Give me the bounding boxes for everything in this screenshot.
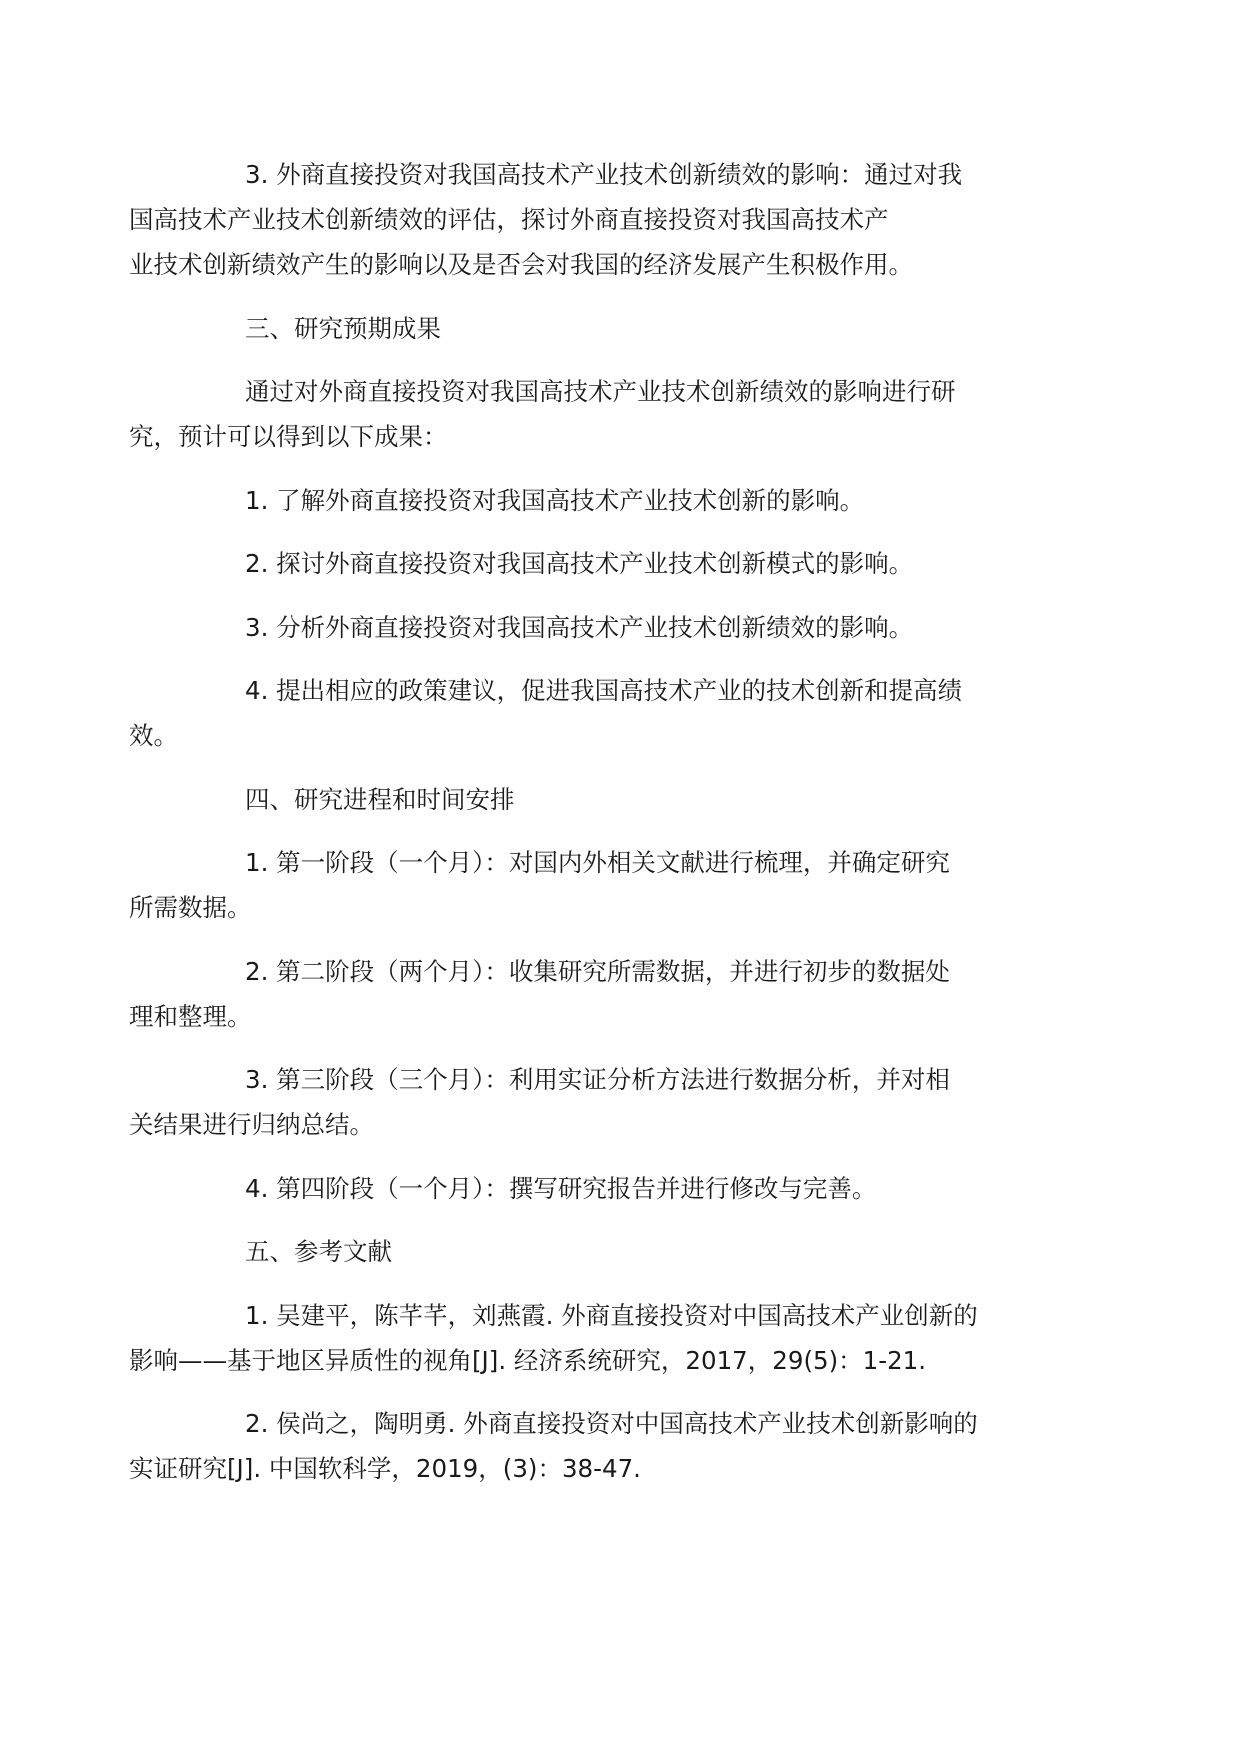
text-line: 2. 第二阶段（两个月）：收集研究所需数据，并进行初步的数据处 [245, 956, 950, 986]
text-line: 影响——基于地区异质性的视角[J]. 经济系统研究，2017，29(5)：1-21. [129, 1345, 927, 1375]
text-line: 3. 第三阶段（三个月）：利用实证分析方法进行数据分析，并对相 [245, 1065, 950, 1094]
heading-text: 四、研究进程和时间安排 [245, 784, 515, 814]
heading-text: 五、参考文献 [245, 1237, 392, 1266]
paragraph-item-3-innovation-performance [129, 152, 1067, 287]
text-line: 关结果进行归纳总结。 [129, 1110, 374, 1139]
reference-item-2 [129, 1401, 1067, 1491]
section-heading-expected-results [187, 306, 1067, 351]
list-item-result-3 [187, 605, 1067, 650]
document-page [129, 152, 1067, 1510]
text-line: 3. 外商直接投资对我国高技术产业技术创新绩效的影响：通过对我 [245, 160, 963, 189]
text-line: 实证研究[J]. 中国软科学，2019，(3)：38-47. [129, 1454, 641, 1483]
text-line: 1. 第一阶段（一个月）：对国内外相关文献进行梳理，并确定研究 [245, 848, 950, 877]
section-heading-references [187, 1229, 1067, 1274]
text-line: 2. 探讨外商直接投资对我国高技术产业技术创新模式的影响。 [245, 549, 914, 578]
paragraph-results-intro [129, 369, 1067, 459]
text-line: 4. 提出相应的政策建议，促进我国高技术产业的技术创新和提高绩 [245, 676, 963, 705]
list-item-stage-2 [129, 949, 1067, 1039]
text-line: 国高技术产业技术创新绩效的评估，探讨外商直接投资对我国高技术产 [129, 205, 889, 234]
list-item-result-2 [187, 541, 1067, 586]
list-item-stage-3 [129, 1057, 1067, 1147]
text-line: 理和整理。 [129, 1001, 252, 1031]
text-line: 究，预计可以得到以下成果： [129, 422, 448, 451]
list-item-result-1 [187, 478, 1067, 523]
text-line: 4. 第四阶段（一个月）：撰写研究报告并进行修改与完善。 [245, 1173, 877, 1203]
text-line: 业技术创新绩效产生的影响以及是否会对我国的经济发展产生积极作用。 [129, 250, 913, 279]
text-line: 1. 吴建平，陈芊芊，刘燕霞. 外商直接投资对中国高技术产业创新的 [245, 1300, 978, 1330]
list-item-stage-4 [187, 1166, 1067, 1211]
text-line: 通过对外商直接投资对我国高技术产业技术创新绩效的影响进行研 [245, 377, 956, 406]
reference-item-1 [129, 1293, 1067, 1383]
list-item-stage-1 [129, 840, 1067, 930]
list-item-result-4 [129, 668, 1067, 758]
text-line: 2. 侯尚之，陶明勇. 外商直接投资对中国高技术产业技术创新影响的 [245, 1409, 978, 1438]
text-line: 所需数据。 [129, 893, 252, 922]
text-line: 1. 了解外商直接投资对我国高技术产业技术创新的影响。 [245, 485, 865, 515]
text-line: 效。 [129, 721, 178, 750]
heading-text: 三、研究预期成果 [245, 313, 441, 343]
text-line: 3. 分析外商直接投资对我国高技术产业技术创新绩效的影响。 [245, 612, 914, 642]
section-heading-schedule [187, 777, 1067, 822]
